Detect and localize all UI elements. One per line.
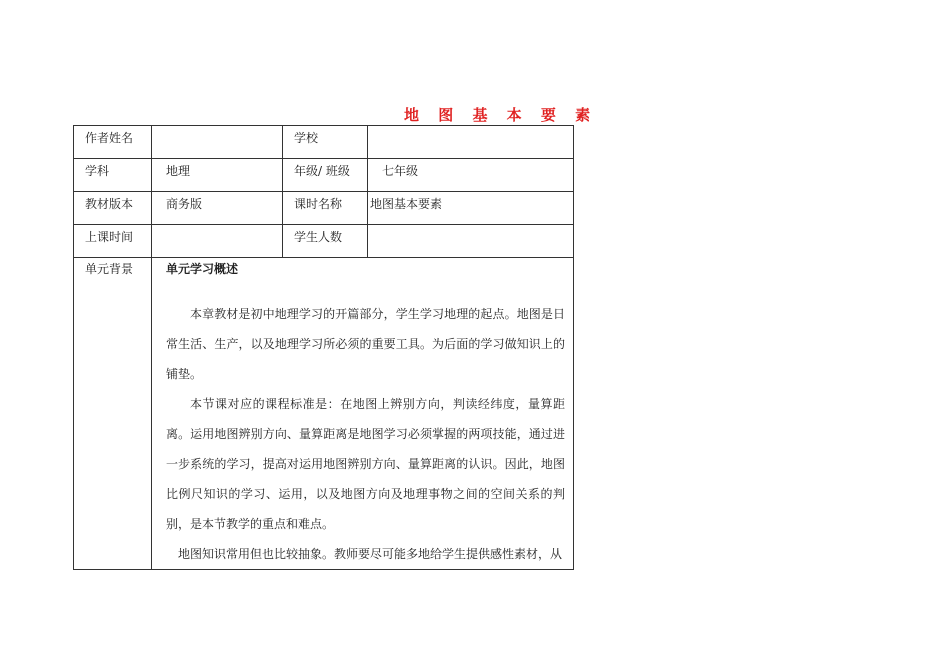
class-time-value (152, 225, 283, 258)
grade-class-value: 七年级 (368, 159, 574, 192)
background-paragraph: 本章教材是初中地理学习的开篇部分，学生学习地理的起点。地图是日常生活、生产，以及地理学习所必须的重要工具。为后面的学习做知识上的铺垫。 (166, 307, 565, 381)
table-row (74, 192, 574, 225)
class-time-label: 上课时间 (74, 225, 152, 258)
subject-value: 地理 (152, 159, 283, 192)
lesson-name-value: 地图基本要素 (368, 192, 574, 225)
table-row (74, 258, 574, 570)
author-name-label: 作者姓名 (74, 126, 152, 159)
textbook-edition-label: 教材版本 (74, 192, 152, 225)
grade-class-label: 年级/ 班级 (283, 159, 368, 192)
unit-background-label: 单元背景 (74, 258, 152, 570)
textbook-edition-value: 商务版 (152, 192, 283, 225)
lesson-info-table (73, 125, 574, 570)
author-name-value (152, 126, 283, 159)
background-paragraph: 本节课对应的课程标准是：在地图上辨别方向，判读经纬度，量算距离。运用地图辨别方向、量算距离是地图学习必须掌握的两项技能，通过进一步系统的学习，提高对运用地图辨别方向、量算距离的认识。因此，地图比例尺知识的学习、运用，以及地图方向及地理事物之间的空间关系的判别，是本节教学的重点和难点。 (166, 397, 565, 531)
subject-label: 学科 (74, 159, 152, 192)
table-row (74, 126, 574, 159)
school-label: 学校 (283, 126, 368, 159)
unit-background-content (152, 258, 574, 570)
table-row (74, 159, 574, 192)
student-count-value (368, 225, 574, 258)
document-title: 地 图 基 本 要 素 (404, 106, 598, 124)
lesson-name-label: 课时名称 (283, 192, 368, 225)
unit-overview-heading: 单元学习概述 (166, 262, 239, 276)
student-count-label: 学生人数 (283, 225, 368, 258)
school-value (368, 126, 574, 159)
table-row (74, 225, 574, 258)
background-paragraph: 地图知识常用但也比较抽象。教师要尽可能多地给学生提供感性素材，从 (178, 547, 563, 561)
